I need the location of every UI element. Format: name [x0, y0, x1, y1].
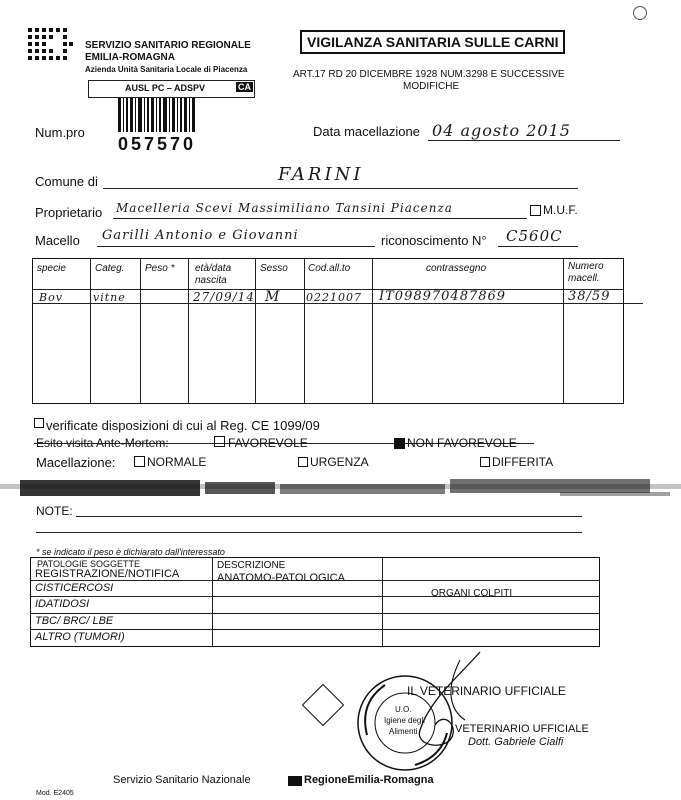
macello-label: Macello [35, 233, 80, 248]
ca-label: CA [238, 82, 251, 92]
normale-checkbox[interactable] [134, 456, 145, 467]
proprietario-label: Proprietario [35, 205, 103, 220]
barcode [118, 98, 196, 132]
th-contrassegno: contrassegno [426, 263, 487, 274]
note-line-2 [36, 532, 582, 533]
muf-label: M.U.F. [543, 203, 578, 217]
pat-row-altro: ALTRO (TUMORI) [35, 631, 125, 643]
esito-label: Esito visita Ante-Mortem: [36, 436, 169, 450]
footer-regione: RegioneEmilia-Romagna [304, 774, 434, 786]
comune-label: Comune di [35, 174, 98, 189]
pat-col1-h2: REGISTRAZIONE/NOTIFICA [35, 568, 180, 580]
pat-row-idatidosi: IDATIDOSI [35, 598, 90, 610]
differita-checkbox[interactable] [480, 457, 490, 467]
td-specie: Bov [39, 291, 63, 304]
proprietario-line [113, 218, 527, 219]
scan-noise-band [0, 470, 681, 506]
vet-name-line1: VETERINARIO UFFICIALE [455, 723, 589, 735]
normale-label: NORMALE [147, 455, 207, 469]
stamp-line3: Alimenti [389, 727, 418, 736]
non-favorevole-checkbox[interactable] [394, 438, 405, 449]
peso-footnote: * se indicato il peso è dichiarato dall'interessato [36, 547, 225, 557]
riconoscimento-value: C560C [506, 227, 563, 245]
note-line-1 [76, 516, 582, 517]
riconoscimento-line [498, 246, 578, 247]
th-specie: specie [37, 263, 66, 274]
macello-value: Garilli Antonio e Giovanni [102, 228, 299, 243]
service-line1: SERVIZIO SANITARIO REGIONALE [85, 40, 251, 51]
pat-row-tbc: TBC/ BRC/ LBE [35, 615, 114, 627]
th-categ: Categ. [95, 263, 125, 274]
muf-checkbox[interactable] [530, 205, 541, 216]
favorevole-label: FAVOREVOLE [228, 436, 308, 450]
data-macellazione-label: Data macellazione [313, 124, 420, 139]
ausl-code-box [88, 80, 255, 98]
animal-table [32, 258, 624, 404]
th-eta: età/data nascita [195, 263, 232, 286]
favorevole-checkbox[interactable] [214, 436, 225, 447]
urgenza-checkbox[interactable] [298, 457, 308, 467]
diamond-mark [302, 684, 344, 726]
proprietario-value: Macelleria Scevi Massimiliano Tansini Piacenza [116, 201, 453, 215]
td-contrassegno: IT098970487869 [379, 289, 507, 304]
th-peso: Peso * [145, 263, 175, 274]
vet-name-line2: Dott. Gabriele Cialfi [468, 736, 564, 748]
th-numero: Numero macell. [568, 261, 604, 284]
verificate-checkbox[interactable] [34, 418, 44, 428]
td-numero: 38/59 [568, 289, 611, 304]
document-title: VIGILANZA SANITARIA SULLE CARNI [300, 30, 565, 54]
footer-mod: Mod. E2405 [36, 790, 74, 797]
non-favorevole-label: NON FAVOREVOLE [407, 436, 517, 450]
verificate-text: verificate disposizioni di cui al Reg. CE 1099/09 [46, 418, 320, 433]
note-label: NOTE: [36, 504, 73, 518]
ausl-code: AUSL PC – ADSPV [125, 83, 206, 93]
td-sesso: M [265, 289, 281, 305]
stamp-line1: U.O. [395, 705, 412, 714]
num-label: Num.pro [35, 125, 85, 140]
data-macellazione-value: 04 agosto 2015 [432, 121, 571, 140]
patologie-table [30, 557, 600, 647]
azienda-name: Azienda Unità Sanitaria Locale di Piacenza [85, 65, 248, 74]
macellazione-label: Macellazione: [36, 455, 116, 470]
pat-col1-h1: PATOLOGIE SOGGETTE [37, 559, 141, 569]
pat-col2-h1: DESCRIZIONE [217, 560, 286, 571]
ausl-logo [26, 26, 74, 68]
differita-label: DIFFERITA [492, 455, 554, 469]
urgenza-label: URGENZA [310, 455, 369, 469]
td-eta: 27/09/14 [193, 290, 255, 304]
th-sesso: Sesso [260, 263, 288, 274]
comune-line [103, 188, 578, 189]
num-value: 057570 [118, 134, 197, 154]
footer-ssn: Servizio Sanitario Nazionale [113, 774, 251, 786]
stamp-line2: Igiene degli [384, 716, 425, 725]
comune-value: FARINI [278, 164, 364, 185]
law-line1: ART.17 RD 20 DICEMBRE 1928 NUM.3298 E SUCCESSIVE [293, 69, 565, 80]
pat-col2-h2: ANATOMO-PATOLOGICA [217, 572, 345, 584]
th-cod: Cod.all.to [308, 263, 351, 274]
td-cod: 0221007 [306, 291, 362, 304]
macello-line [97, 246, 375, 247]
vet-heading: IL VETERINARIO UFFICIALE [407, 684, 566, 698]
td-categ: vitne [93, 291, 126, 304]
scan-speck [633, 6, 647, 20]
pat-row-cisticercosi: CISTICERCOSI [35, 582, 114, 594]
riconoscimento-label: riconoscimento N° [381, 233, 487, 248]
law-line2: MODIFICHE [403, 81, 460, 92]
data-macellazione-line [428, 140, 620, 141]
pat-col3-h: ORGANI COLPITI [431, 588, 513, 599]
service-line2: EMILIA-ROMAGNA [85, 52, 175, 63]
regione-logo [288, 776, 302, 786]
